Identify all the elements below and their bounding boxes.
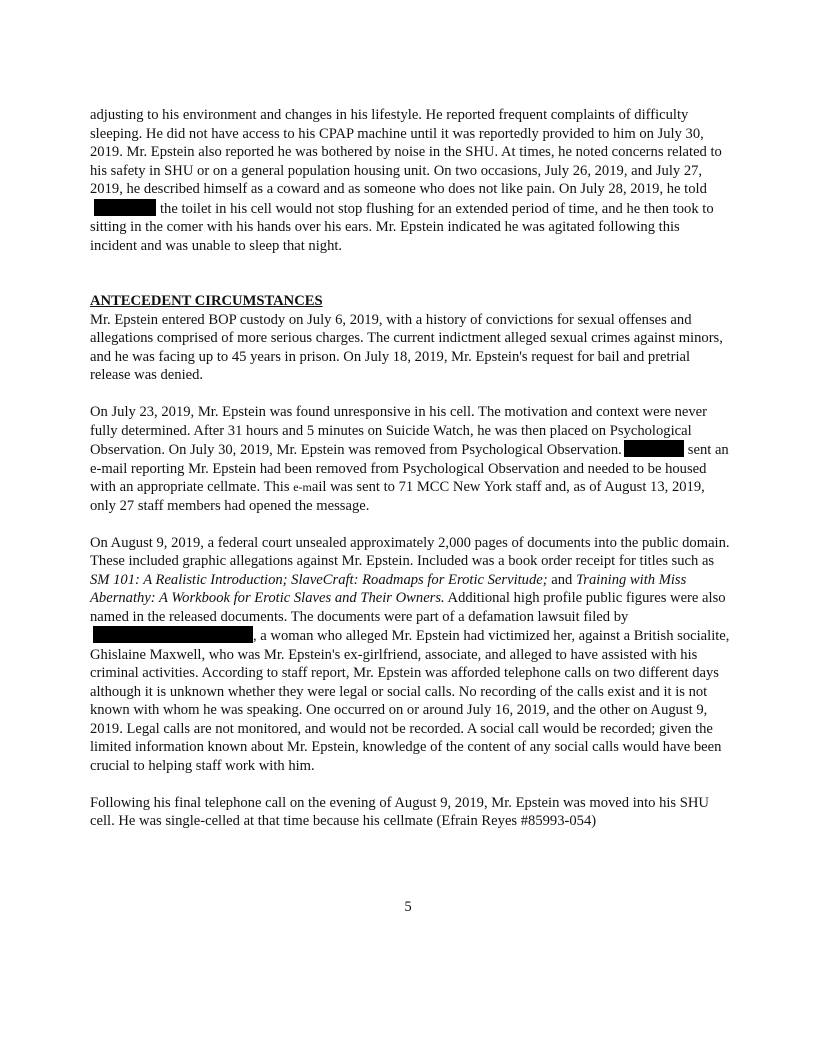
paragraph-sleep-difficulties — [90, 106, 730, 255]
document-page — [90, 106, 730, 831]
paragraph-text: On August 9, 2019, a federal court unsealed approximately 2,000 pages of documents into the public domain. These included graphic allegations against Mr. Epstein. Included was a book order receipt for titles such as — [90, 534, 730, 569]
paragraph-text: , a woman who alleged Mr. Epstein had victimized her, against a British socialite, Ghislaine Maxwell, who was Mr. Epstein's ex-girlfriend, associate, and alleged to have assisted with his criminal activities. According to staff report, Mr. Epstein was afforded telephone calls on two different days although it is unknown whether they were legal or social calls. No recording of the calls exist and it is not known with whom he was speaking. One occurred on or around July 16, 2019, and the other on August 9, 2019. Legal calls are not monitored, and would not be recorded. A social call would be recorded; given the limited information known about Mr. Epstein, knowledge of the content of any social calls would have been crucial to helping staff work with him. — [90, 628, 730, 774]
paragraph-text: adjusting to his environment and changes in his lifestyle. He reported frequent complaints of difficulty sleeping. He did not have access to his CPAP machine until it was reportedly provided to him on July 30, 2019. Mr. Epstein also reported he was bothered by noise in the SHU. At times, he noted concerns related to his safety in SHU or on a general population housing unit. On two occasions, July 26, 2019, and July 27, 2019, he described himself as a coward and as someone who does not like pain. On July 28, 2019, he told — [90, 107, 722, 197]
paragraph-text: On July 23, 2019, Mr. Epstein was found unresponsive in his cell. The motivation and context were never fully determined. After 31 hours and 5 minutes on Suicide Watch, he was then placed on Psychological Observation. On July 30, 2019, Mr. Epstein was removed from Psychological Observation. — [90, 404, 708, 458]
paragraph-text: ail was sent to 71 MCC New York staff and, as of August 13, 2019, only 27 staff members had opened the message. — [90, 479, 705, 514]
paragraph-custody-history: Mr. Epstein entered BOP custody on July 6, 2019, with a history of convictions for sexual offenses and allegations comprised of more serious charges. The current indictment alleged sexual crimes against minors, and he was facing up to 45 years in prison. On July 18, 2019, Mr. Epstein's request for bail and pretrial release was denied. — [90, 311, 723, 383]
redaction-box — [624, 440, 684, 457]
paragraph-text: Additional high profile public figures were also named in the released documents. The documents were part of a defamation lawsuit filed by — [90, 590, 726, 625]
paragraph-text: the toilet in his cell would not stop flushing for an extended period of time, and he then took to sitting in the comer with his hands over his ears. Mr. Epstein indicated he was agitated following this incident and was unable to sleep that night. — [90, 200, 714, 254]
page-number: 5 — [404, 899, 412, 915]
paragraph-text: sent an e-mail reporting Mr. Epstein had been removed from Psychological Observation and needed to be housed with an appropriate cellmate. This — [90, 442, 729, 495]
paragraph-text: and — [551, 571, 573, 588]
redaction-box — [93, 626, 253, 643]
paragraph-psych-observation — [90, 403, 730, 515]
redaction-box — [94, 199, 156, 216]
section-heading: ANTECEDENT CIRCUMSTANCES — [90, 293, 323, 309]
book-titles-italic: Training with Miss Abernathy: A Workbook for Erotic Slaves and Their Owners. — [90, 571, 687, 606]
paragraph-final-call: Following his final telephone call on the evening of August 9, 2019, Mr. Epstein was moved into his SHU cell. He was single-celled at that time because his cellmate (Efrain Reyes #85993-054) — [90, 794, 709, 829]
paragraph-text: e-m — [293, 480, 312, 494]
book-titles-italic: SM 101: A Realistic Introduction; SlaveCraft: Roadmaps for Erotic Servitude; — [90, 571, 548, 588]
paragraph-unsealed-documents — [90, 534, 730, 776]
